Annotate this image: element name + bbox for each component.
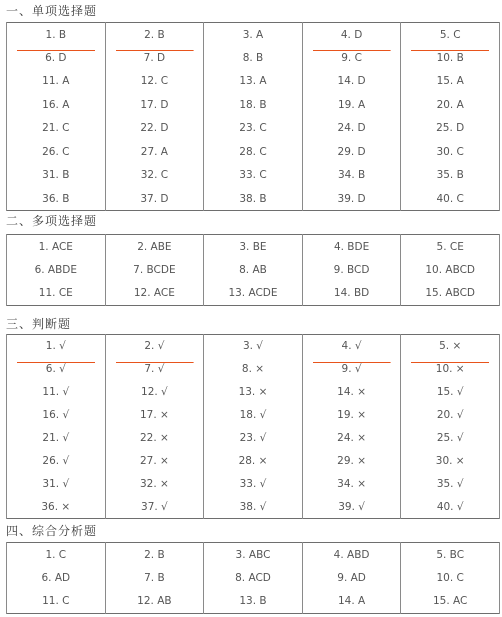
answer-row: [7, 187, 500, 211]
answer-cell: 6. √: [7, 358, 106, 381]
answer-cell: 40. C: [401, 187, 500, 211]
answer-cell: 20. A: [401, 93, 500, 117]
answer-row: [7, 282, 500, 306]
answer-cell: 11. A: [7, 70, 106, 94]
answer-cell: 11. C: [7, 590, 106, 614]
answer-cell: 7. D: [105, 46, 204, 70]
answer-cell: 14. D: [302, 70, 401, 94]
answer-cell: 5. ×: [401, 335, 500, 358]
answer-cell: 21. C: [7, 117, 106, 141]
answer-cell: 5. CE: [401, 235, 500, 259]
section-title-comprehensive-analysis: 四、综合分析题: [6, 524, 98, 538]
answer-cell: 26. C: [7, 140, 106, 164]
answer-cell: 10. B: [401, 46, 500, 70]
answer-cell: 10. ABCD: [401, 258, 500, 282]
answer-row: [7, 496, 500, 519]
answer-row: [7, 358, 500, 381]
answer-cell: 8. ACD: [204, 566, 303, 590]
comprehensive-analysis-answer-table: [6, 542, 500, 614]
answer-cell: 14. BD: [302, 282, 401, 306]
answer-row: [7, 473, 500, 496]
answer-cell: 22. ×: [105, 427, 204, 450]
answer-cell: 11. CE: [7, 282, 106, 306]
answer-cell: 22. D: [105, 117, 204, 141]
answer-cell: 4. D: [302, 23, 401, 47]
answer-cell: 23. √: [204, 427, 303, 450]
answer-cell: 27. A: [105, 140, 204, 164]
answer-cell: 14. A: [302, 590, 401, 614]
answer-cell: 18. √: [204, 404, 303, 427]
answer-cell: 32. ×: [105, 473, 204, 496]
answer-cell: 2. B: [105, 543, 204, 567]
answer-cell: 29. ×: [302, 450, 401, 473]
answer-cell: 17. ×: [105, 404, 204, 427]
answer-cell: 7. B: [105, 566, 204, 590]
answer-cell: 9. AD: [302, 566, 401, 590]
answer-row: [7, 335, 500, 358]
answer-cell: 2. ABE: [105, 235, 204, 259]
answer-cell: 32. C: [105, 164, 204, 188]
answer-cell: 36. B: [7, 187, 106, 211]
true-false-answer-table: [6, 334, 500, 519]
multiple-choice-answer-table: [6, 234, 500, 306]
answer-cell: 8. B: [204, 46, 303, 70]
answer-row: [7, 23, 500, 47]
answer-row: [7, 404, 500, 427]
answer-cell: 4. ABD: [302, 543, 401, 567]
answer-cell: 37. D: [105, 187, 204, 211]
section-title-multiple-choice: 二、多项选择题: [6, 214, 98, 228]
answer-cell: 1. ACE: [7, 235, 106, 259]
answer-cell: 14. ×: [302, 381, 401, 404]
single-choice-answer-table: [6, 22, 500, 211]
answer-cell: 28. C: [204, 140, 303, 164]
answer-cell: 12. AB: [105, 590, 204, 614]
answer-row: [7, 258, 500, 282]
answer-cell: 24. ×: [302, 427, 401, 450]
answer-cell: 20. √: [401, 404, 500, 427]
answer-cell: 4. √: [302, 335, 401, 358]
answer-cell: 39. √: [302, 496, 401, 519]
answer-cell: 19. ×: [302, 404, 401, 427]
answer-row: [7, 543, 500, 567]
answer-cell: 8. ×: [204, 358, 303, 381]
answer-cell: 9. √: [302, 358, 401, 381]
answer-cell: 25. D: [401, 117, 500, 141]
answer-cell: 1. √: [7, 335, 106, 358]
answer-cell: 1. B: [7, 23, 106, 47]
answer-cell: 31. √: [7, 473, 106, 496]
answer-cell: 6. AD: [7, 566, 106, 590]
answer-cell: 39. D: [302, 187, 401, 211]
answer-row: [7, 235, 500, 259]
answer-cell: 3. BE: [204, 235, 303, 259]
answer-cell: 15. ABCD: [401, 282, 500, 306]
answer-cell: 33. C: [204, 164, 303, 188]
answer-row: [7, 450, 500, 473]
answer-cell: 30. ×: [401, 450, 500, 473]
answer-cell: 30. C: [401, 140, 500, 164]
answer-cell: 10. C: [401, 566, 500, 590]
section-title-single-choice: 一、单项选择题: [6, 4, 98, 18]
answer-cell: 27. ×: [105, 450, 204, 473]
answer-cell: 16. √: [7, 404, 106, 427]
answer-cell: 12. √: [105, 381, 204, 404]
answer-cell: 28. ×: [204, 450, 303, 473]
answer-cell: 15. √: [401, 381, 500, 404]
answer-cell: 36. ×: [7, 496, 106, 519]
answer-cell: 13. A: [204, 70, 303, 94]
answer-cell: 35. B: [401, 164, 500, 188]
answer-cell: 33. √: [204, 473, 303, 496]
answer-cell: 34. B: [302, 164, 401, 188]
answer-cell: 2. B: [105, 23, 204, 47]
answer-cell: 12. ACE: [105, 282, 204, 306]
answer-cell: 35. √: [401, 473, 500, 496]
answer-row: [7, 427, 500, 450]
answer-row: [7, 566, 500, 590]
answer-cell: 4. BDE: [302, 235, 401, 259]
answer-row: [7, 590, 500, 614]
answer-cell: 9. C: [302, 46, 401, 70]
answer-cell: 21. √: [7, 427, 106, 450]
answer-row: [7, 381, 500, 404]
answer-cell: 17. D: [105, 93, 204, 117]
answer-cell: 6. D: [7, 46, 106, 70]
answer-row: [7, 140, 500, 164]
answer-cell: 1. C: [7, 543, 106, 567]
answer-cell: 19. A: [302, 93, 401, 117]
answer-cell: 5. C: [401, 23, 500, 47]
answer-cell: 15. A: [401, 70, 500, 94]
section-title-true-false: 三、判断题: [6, 317, 72, 331]
answer-cell: 16. A: [7, 93, 106, 117]
answer-cell: 7. √: [105, 358, 204, 381]
answer-cell: 38. B: [204, 187, 303, 211]
answer-cell: 31. B: [7, 164, 106, 188]
answer-row: [7, 46, 500, 70]
answer-cell: 3. A: [204, 23, 303, 47]
answer-cell: 13. B: [204, 590, 303, 614]
answer-row: [7, 93, 500, 117]
answer-cell: 9. BCD: [302, 258, 401, 282]
answer-cell: 2. √: [105, 335, 204, 358]
answer-cell: 24. D: [302, 117, 401, 141]
answer-cell: 15. AC: [401, 590, 500, 614]
answer-cell: 6. ABDE: [7, 258, 106, 282]
answer-cell: 11. √: [7, 381, 106, 404]
answer-cell: 40. √: [401, 496, 500, 519]
answer-cell: 8. AB: [204, 258, 303, 282]
answer-row: [7, 164, 500, 188]
answer-cell: 29. D: [302, 140, 401, 164]
answer-cell: 26. √: [7, 450, 106, 473]
answer-cell: 12. C: [105, 70, 204, 94]
answer-cell: 5. BC: [401, 543, 500, 567]
answer-cell: 13. ×: [204, 381, 303, 404]
answer-cell: 37. √: [105, 496, 204, 519]
answer-cell: 7. BCDE: [105, 258, 204, 282]
answer-cell: 18. B: [204, 93, 303, 117]
answer-row: [7, 70, 500, 94]
answer-cell: 3. √: [204, 335, 303, 358]
answer-cell: 38. √: [204, 496, 303, 519]
answer-cell: 34. ×: [302, 473, 401, 496]
answer-cell: 10. ×: [401, 358, 500, 381]
answer-row: [7, 117, 500, 141]
answer-cell: 13. ACDE: [204, 282, 303, 306]
answer-cell: 3. ABC: [204, 543, 303, 567]
answer-cell: 23. C: [204, 117, 303, 141]
answer-cell: 25. √: [401, 427, 500, 450]
